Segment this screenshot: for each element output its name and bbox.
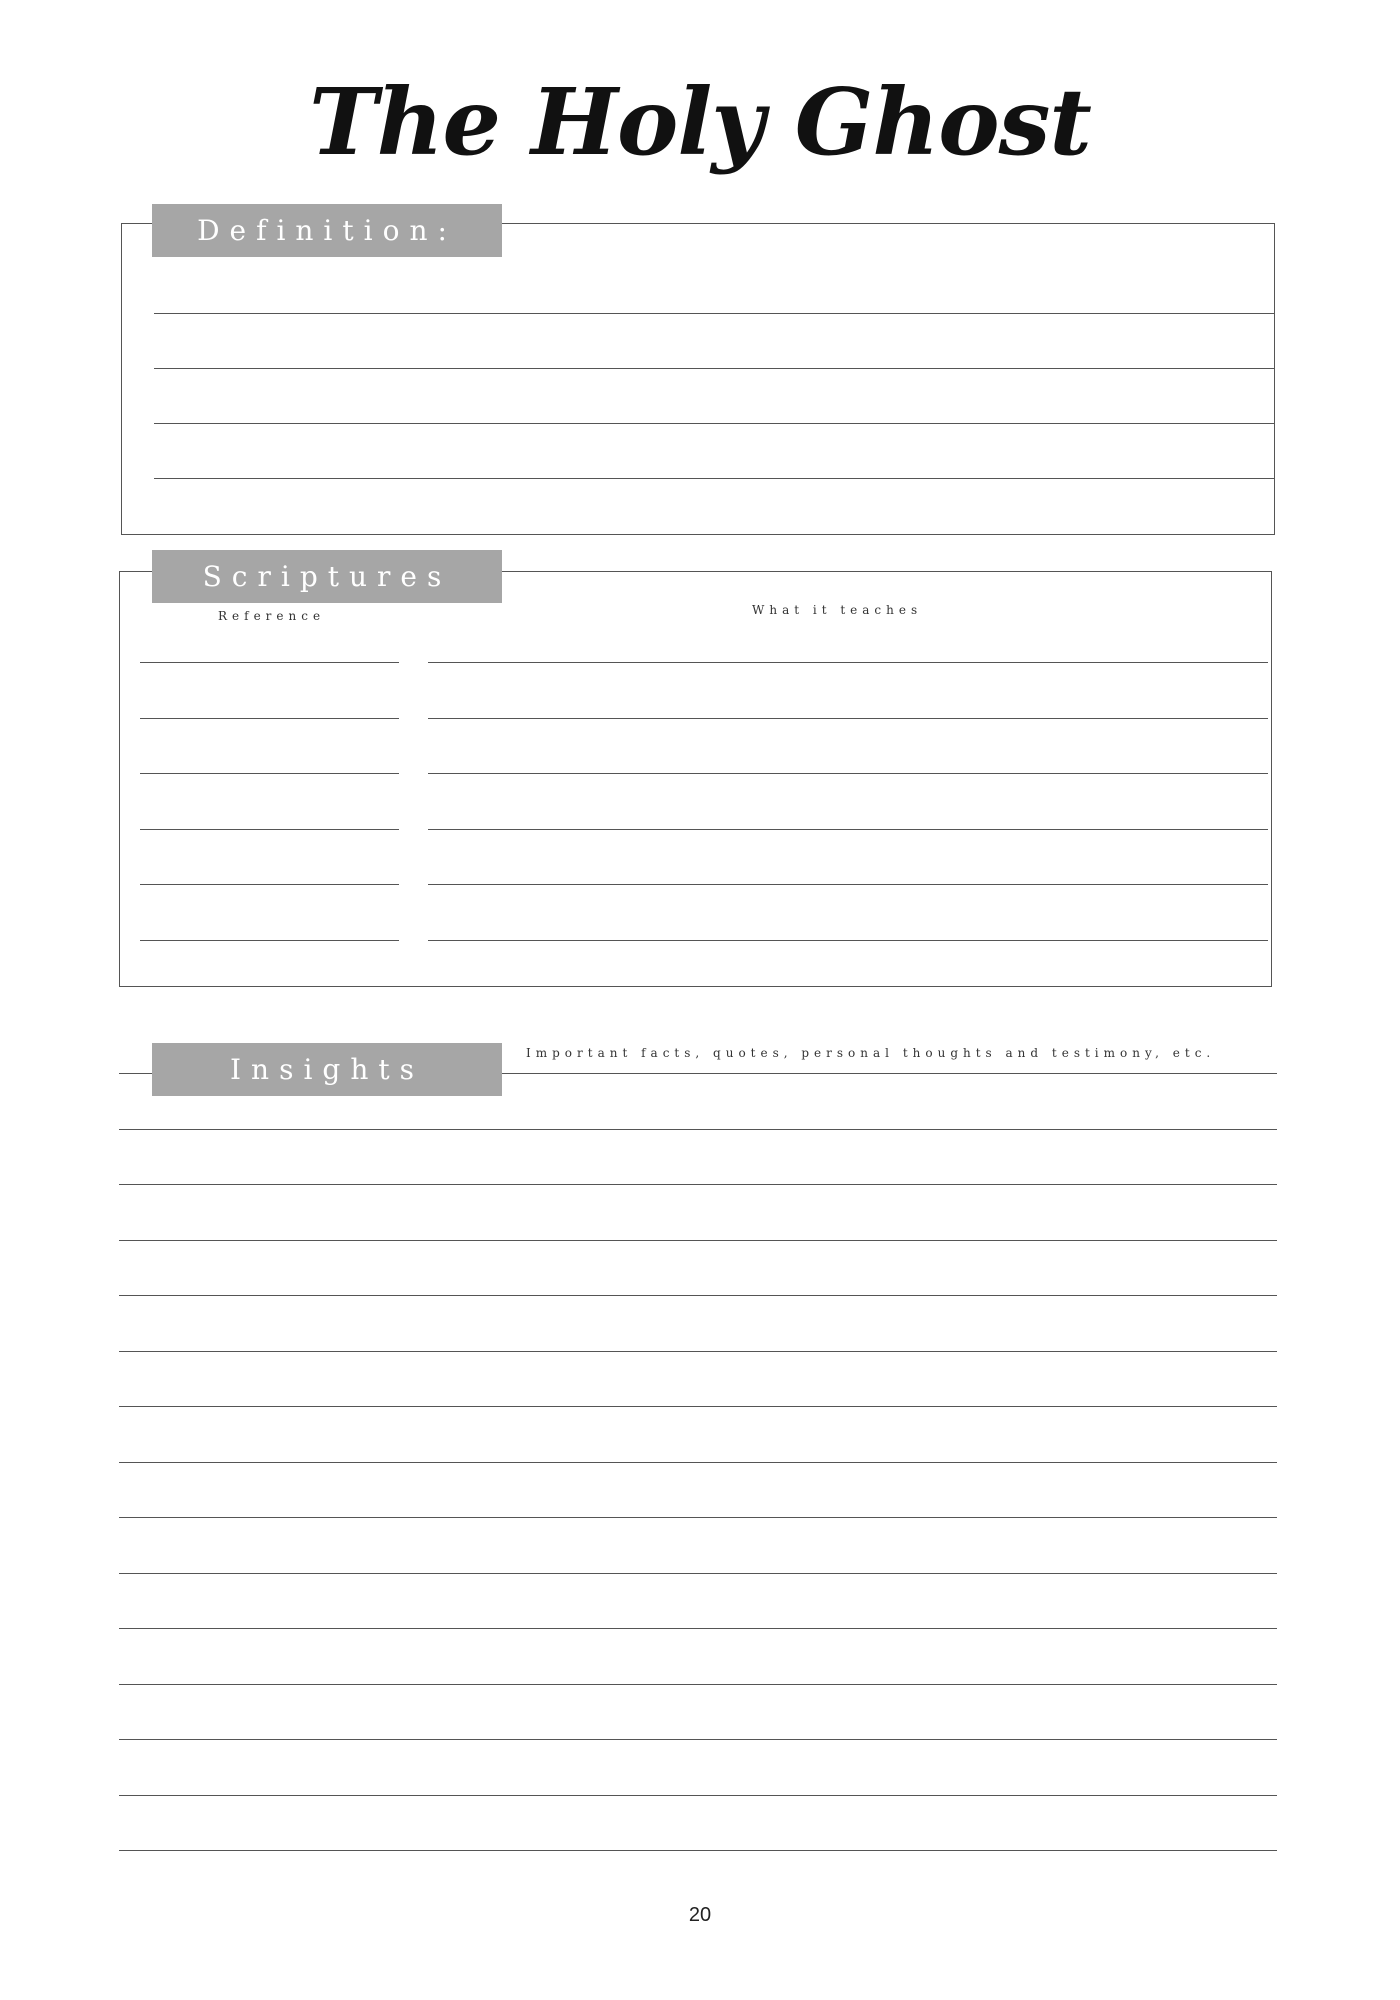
reference-column-header: Reference [218, 609, 326, 623]
insights-line[interactable] [119, 1795, 1277, 1796]
definition-label: Definition: [152, 204, 502, 257]
insights-line[interactable] [119, 1739, 1277, 1740]
insights-line[interactable] [119, 1850, 1277, 1851]
page-number: 20 [688, 1904, 712, 1926]
reference-line[interactable] [140, 940, 399, 941]
insights-line[interactable] [119, 1184, 1277, 1185]
reference-line[interactable] [140, 773, 399, 774]
definition-line[interactable] [154, 423, 1274, 424]
teaches-line[interactable] [428, 773, 1268, 774]
definition-box [121, 223, 1275, 535]
insights-line[interactable] [119, 1462, 1277, 1463]
definition-line[interactable] [154, 368, 1274, 369]
insights-line[interactable] [119, 1129, 1277, 1130]
reference-line[interactable] [140, 718, 399, 719]
teaches-line[interactable] [428, 884, 1268, 885]
insights-line[interactable] [119, 1351, 1277, 1352]
scriptures-box [119, 571, 1272, 987]
insights-line[interactable] [119, 1684, 1277, 1685]
definition-line[interactable] [154, 313, 1274, 314]
insights-line[interactable] [119, 1573, 1277, 1574]
reference-line[interactable] [140, 662, 399, 663]
insights-line[interactable] [119, 1517, 1277, 1518]
insights-label: Insights [152, 1043, 502, 1096]
insights-line[interactable] [119, 1628, 1277, 1629]
reference-line[interactable] [140, 829, 399, 830]
insights-line[interactable] [119, 1295, 1277, 1296]
teaches-line[interactable] [428, 718, 1268, 719]
teaches-line[interactable] [428, 829, 1268, 830]
teaches-line[interactable] [428, 940, 1268, 941]
insights-line[interactable] [119, 1240, 1277, 1241]
teaches-column-header: What it teaches [752, 603, 923, 617]
definition-line[interactable] [154, 478, 1274, 479]
teaches-line[interactable] [428, 662, 1268, 663]
insights-hint: Important facts, quotes, personal thoughts and testimony, etc. [526, 1046, 1216, 1060]
page-title: The Holy Ghost [309, 68, 1091, 176]
scriptures-label: Scriptures [152, 550, 502, 603]
insights-line[interactable] [119, 1406, 1277, 1407]
reference-line[interactable] [140, 884, 399, 885]
